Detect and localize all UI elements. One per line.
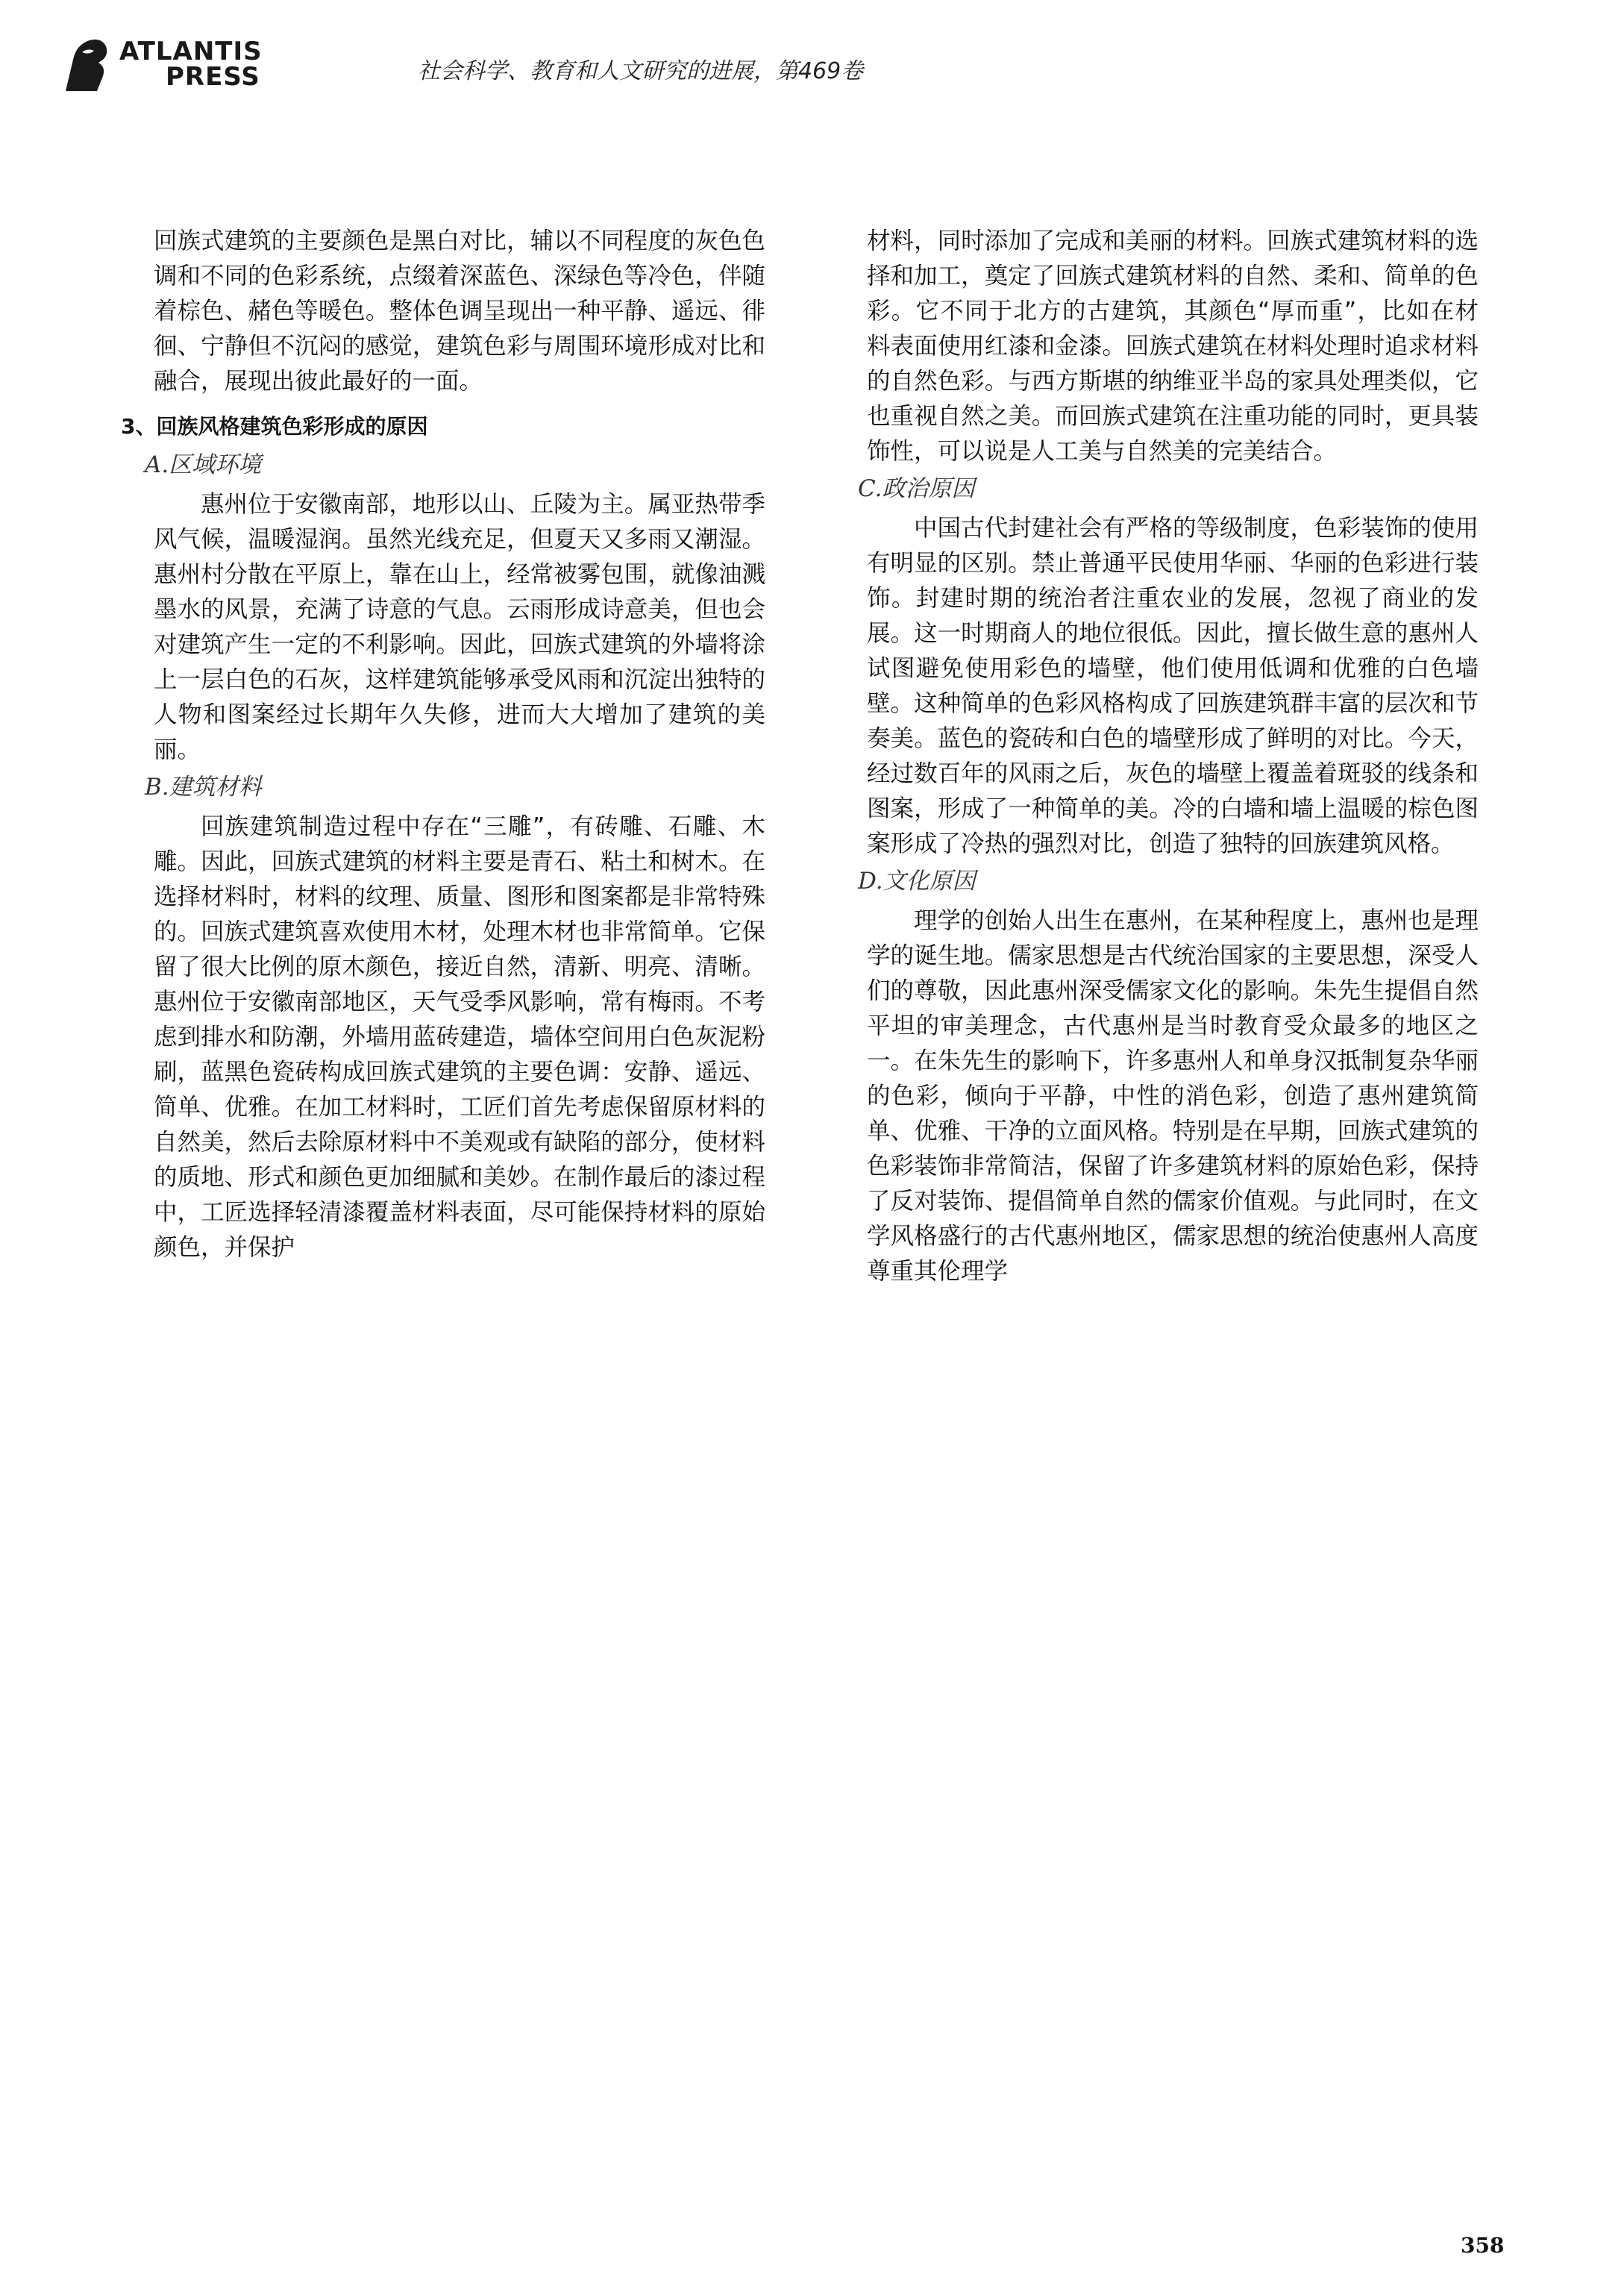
logo-text-atlantis: ATLANTIS — [119, 37, 263, 66]
journal-header-title: 社会科学、教育和人文研究的进展，第469卷 — [418, 58, 864, 84]
left-column — [121, 224, 765, 1265]
page-number: 358 — [1461, 2233, 1505, 2258]
paragraph-intro: 回族式建筑的主要颜色是黑白对比，辅以不同程度的灰色色调和不同的色彩系统，点缀着深蓝色、深绿色等冷色，伴随着棕色、赭色等暖色。整体色调呈现出一种平静、遥远、徘徊、宁静但不沉闷的感觉，建筑色彩与周围环境形成对比和融合，展现出彼此最好的一面。 — [154, 228, 765, 395]
paragraph-b-continued: 材料，同时添加了完成和美丽的材料。回族式建筑材料的选择和加工，奠定了回族式建筑材料的自然、柔和、简单的色彩。它不同于北方的古建筑，其颜色“厚而重”，比如在材料表面使用红漆和金漆。回族式建筑在材料处理时追求材料的自然色彩。与西方斯堪的纳维亚半岛的家具处理类似，它也重视自然之美。而回族式建筑在注重功能的同时，更具装饰性，可以说是人工美与自然美的完美结合。 — [867, 228, 1479, 465]
right-column — [858, 224, 1479, 1289]
paragraph-b: 回族建筑制造过程中存在“三雕”，有砖雕、石雕、木雕。因此，回族式建筑的材料主要是青石、粘土和树木。在选择材料时，材料的纹理、质量、图形和图案都是非常特殊的。回族式建筑喜欢使用木材，处理木材也非常简单。它保留了很大比例的原木颜色，接近自然，清新、明亮、清晰。惠州位于安徽南部地区，天气受季风影响，常有梅雨。不考虑到排水和防潮，外墙用蓝砖建造，墙体空间用白色灰泥粉刷，蓝黑色瓷砖构成回族式建筑的主要色调：安静、遥远、简单、优雅。在加工材料时，工匠们首先考虑保留原材料的自然美，然后去除原材料中不美观或有缺陷的部分，使材料的质地、形式和颜色更加细腻和美妙。在制作最后的漆过程中，工匠选择轻清漆覆盖材料表面，尽可能保持材料的原始颜色，并保护 — [154, 813, 765, 1261]
atlantis-press-logo-icon — [60, 30, 119, 97]
subheading-c: C.政治原因 — [858, 475, 975, 502]
subheading-d: D.文化原因 — [858, 868, 976, 895]
publisher-logo — [60, 30, 261, 97]
paragraph-d: 理学的创始人出生在惠州，在某种程度上，惠州也是理学的诞生地。儒家思想是古代统治国家的主要思想，深受人们的尊敬，因此惠州深受儒家文化的影响。朱先生提倡自然平坦的审美理念，古代惠州是当时教育受众最多的地区之一。在朱先生的影响下，许多惠州人和单身汉抵制复杂华丽的色彩，倾向于平静，中性的消色彩，创造了惠州建筑简单、优雅、干净的立面风格。特别是在早期，回族式建筑的色彩装饰非常简洁，保留了许多建筑材料的原始色彩，保持了反对装饰、提倡简单自然的儒家价值观。与此同时，在文学风格盛行的古代惠州地区，儒家思想的统治使惠州人高度尊重其伦理学 — [867, 907, 1479, 1285]
section-heading: 3、回族风格建筑色彩形成的原因 — [121, 414, 428, 439]
paragraph-c: 中国古代封建社会有严格的等级制度，色彩装饰的使用有明显的区别。禁止普通平民使用华丽、华丽的色彩进行装饰。封建时期的统治者注重农业的发展，忽视了商业的发展。这一时期商人的地位很低。因此，擅长做生意的惠州人试图避免使用彩色的墙壁，他们使用低调和优雅的白色墙壁。这种简单的色彩风格构成了回族建筑群丰富的层次和节奏美。蓝色的瓷砖和白色的墙壁形成了鲜明的对比。今天，经过数百年的风雨之后，灰色的墙壁上覆盖着斑驳的线条和图案，形成了一种简单的美。冷的白墙和墙上温暖的棕色图案形成了冷热的强烈对比，创造了独特的回族建筑风格。 — [867, 515, 1479, 857]
subheading-b: B.建筑材料 — [145, 774, 262, 801]
subheading-a: A.区域环境 — [145, 451, 262, 478]
paragraph-a: 惠州位于安徽南部，地形以山、丘陵为主。属亚热带季风气候，温暖湿润。虽然光线充足，但夏天又多雨又潮湿。惠州村分散在平原上，靠在山上，经常被雾包围，就像油溅墨水的风景，充满了诗意的气息。云雨形成诗意美，但也会对建筑产生一定的不利影响。因此，回族式建筑的外墙将涂上一层白色的石灰，这样建筑能够承受风雨和沉淀出独特的人物和图案经过长期年久失修，进而大大增加了建筑的美丽。 — [154, 491, 765, 763]
logo-text-press: PRESS — [166, 62, 260, 92]
